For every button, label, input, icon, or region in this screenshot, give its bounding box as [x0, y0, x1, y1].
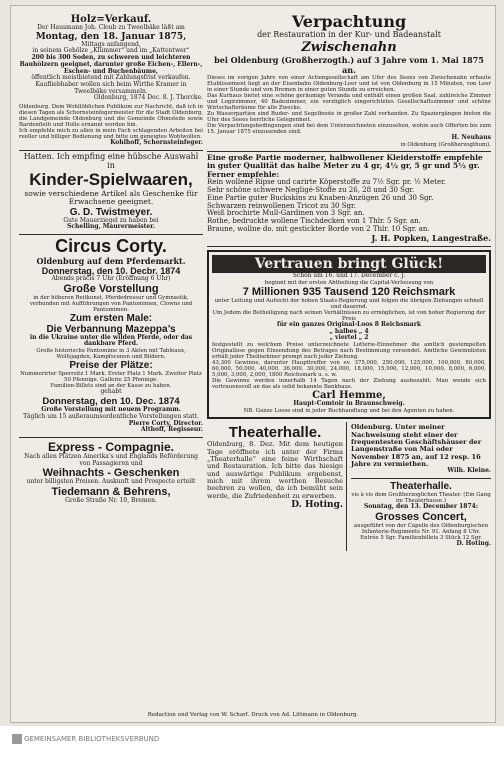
ad-text: Täglich um 15 außeraumsordentliche Vorstellungen statt. — [23, 412, 199, 420]
price-line: Rothe, bedruckte wollene Tischdecken von 1 Thlr. 5 Sgr. an. — [207, 217, 421, 226]
price-line: Weiß brochirte Mull-Gardinen von 3 Sgr. an. — [207, 209, 365, 218]
ad-text: NB. Ganze Loose sind in jeder Buchhandlung und bei den Agenten zu haben. — [243, 408, 455, 415]
ad-text: Dieses im vorigen Jahre von einer Actiengesellschaft am Ufer des Seees von Zwischenahn erbaute Etablissement liegt an der Eisenbahn Oldenburg-Leer und ist von Oldenburg in 15 Minuten, von Leer in einer Stunde und von Bremen in einer guten Stunde zu erreichen. — [207, 74, 491, 93]
newspaper-page — [10, 5, 496, 723]
ad-heading: Große Vorstellung — [63, 282, 159, 295]
ad-text: Zu Wasserpartien sind Ruder- und Segelboote in großer Zahl vorhanden. Zu Spaziergängen bieten die Ufer des Seees herrliche Gelegenheit. — [207, 111, 491, 124]
ad-signature: Kohlhoff, Schornsteinfeger. — [110, 139, 203, 147]
ad-text: Schelling, Maurermeister. — [67, 223, 155, 231]
ad-heading: Preise der Plätze: — [69, 360, 153, 372]
ad-date: Donnerstag, den 10. Dec. 1874 — [42, 396, 180, 408]
ad-text: unter Leitung und Aufsicht der hohen Staats-Regierung und folgen die übrigen Ziehungen schnell und dauernd. — [214, 297, 484, 310]
price-line: für ein ganzes Original-Loos 8 Reichsmark — [276, 320, 422, 328]
ad-text: in der höheren Reitkunst, Pferdedressur und Gymnastik, verbunden mit Aufführungen von Pantomimen, Clowns und Pantomimen. — [29, 294, 193, 313]
ad-kinder-spielwaaren — [19, 151, 203, 235]
ad-verpachtung — [207, 12, 491, 152]
ad-date: Donnerstag, den 10. Decbr. 1874 — [41, 265, 181, 276]
ad-kleiderstoffe — [207, 152, 491, 247]
ad-text: Abends präcis 7 Uhr (Eröffnung 6 Uhr) — [51, 274, 171, 282]
ad-theaterhalle — [207, 422, 347, 551]
ad-text: gehabt — [100, 388, 122, 396]
logo-icon — [12, 734, 22, 744]
ad-text: Die Gewinne werden innerhalb 14 Tagen nach der Ziehung ausbezahlt. Man wende sich vertrauensvoll an das als solid bekannte Bankhaus. — [212, 378, 486, 391]
right-subcolumn — [351, 422, 491, 551]
price-line: Sehr schöne schwere Negligé-Stoffe zu 26, 28 und 30 Sgr. — [207, 185, 415, 194]
ad-title: Theaterhalle. — [390, 481, 452, 493]
ad-text: Oldenburg auf dem Pferdemarkt. — [36, 255, 186, 266]
ad-heading: Zum ersten Male: — [69, 312, 153, 324]
ad-text: Hatten. Ich empfing eine hübsche Auswahl in — [23, 152, 199, 171]
right-column — [207, 12, 491, 551]
ad-text: Familien-Billets sind an der Kasse zu haben. — [50, 383, 172, 390]
ad-date: Montag, den 18. Januar 1875, — [35, 31, 187, 42]
ad-signature: Carl Hemme, — [312, 390, 386, 402]
ad-text: Die Verpachtungsbedingungen sind bei dem Unterzeichneten einzusehen, wohin auch Offerten bis zum 15. Januar 1875 einzusenden sind. — [207, 123, 491, 136]
ad-signature: D. Hoting. — [291, 500, 343, 511]
ad-text: Große Straße Nr. 10, Bremen. — [65, 497, 157, 505]
price-line: Schwarzen reinwollenen Tricot zu 30 Sgr. — [207, 201, 356, 210]
left-column — [19, 12, 203, 508]
ad-text: Schon am 16. und 17. December c. J. — [292, 271, 406, 279]
ad-lottery — [207, 250, 491, 419]
ad-date: Sonntag, den 13. December 1874: — [363, 503, 479, 511]
ad-text: Nummerirter Sperrsitz 1 Mark. Erster Platz 1 Mark. Zweiter Platz 50 Pfennige. Gallerie 25 Pfennige. — [20, 371, 202, 384]
ad-title: Holz=Verkauf. — [70, 14, 152, 25]
ad-text: Ich empfehle mich zu allen in mein Fach schlagenden Arbeiten bei reeller und billiger Bedienung und bitte um geneigtes Wohlwollen. — [19, 128, 203, 141]
ad-heading: Weihnachts - Geschenken — [42, 467, 180, 480]
ad-text: vis à vis dem Großherzoglichen Theater. (Ein Gang im Theaterhause.) — [351, 492, 491, 505]
ad-title: Theaterhalle. — [228, 424, 322, 442]
ad-express-compagnie — [19, 438, 203, 508]
ad-text: Oldenburg. Dem Wohllöblichen Publikum zur Nachricht, daß ich in diesen Tagen als Schornsteinfegermeister für die Stadt Oldenburg, die Landgemeinde Oldenburg und die Gemeinde Ohmstede sowie Bardenfleth und Holle ernannt worden bin. — [19, 104, 203, 129]
ad-signature: Pierre Corty, Director. — [128, 419, 203, 427]
ad-text: Gute Mauerziegel zu haben bei — [63, 216, 159, 224]
ad-text: 200 bis 300 Soden, zu schweren und leichteren Bauhölzern geeignet, darunter große Eichen-, Ellern-, Eschen- und Buchenbäume, — [19, 54, 203, 75]
ad-title: Circus Corty. — [55, 236, 167, 256]
ad-vermiethen — [351, 422, 491, 479]
ad-text: Ferner empfehle: — [207, 169, 280, 179]
ad-heading: Zwischenahn — [301, 39, 397, 55]
ad-heading: Grosses Concert, — [375, 510, 467, 523]
price-line: „ halbes „ 4 — [329, 327, 369, 335]
ad-signature: H. Neuhaus — [451, 134, 491, 142]
ad-title: Kinder-Spielwaaren, — [29, 170, 193, 190]
ad-heading: Die Verbannung Mazeppa’s — [46, 323, 176, 335]
ad-title: Express - Compagnie. — [47, 440, 175, 455]
ad-concert — [351, 479, 491, 551]
ad-signature: G. D. Twistmeyer. — [69, 206, 153, 218]
ad-text: ausgeführt von der Capelle des Oldenburgischen Infanterie-Regiments Nr. 91. Anfang 8 Uhr. — [353, 522, 489, 535]
ad-title: Vertrauen bringt Glück! — [212, 255, 486, 273]
ad-signature: Oldenburg, 1874 Dec. 8. J. Thorcke. — [93, 94, 203, 102]
ad-text: Der Hausmann Joh. Cloub zu Tweelbäke läßt am — [37, 24, 185, 31]
ad-text: öffentlich meistbietend mit Zahlungsfrist verkaufen. — [31, 74, 191, 82]
ad-signature: Haupt-Comtoir in Braunschweig. — [293, 400, 405, 408]
ad-title: Verpachtung — [291, 12, 407, 31]
ad-text: Entrée 5 Sgr. Familienbillets 3 Stück 12 Sgr. — [360, 535, 482, 542]
ad-text: Große historische Pantomime in 3 Akten mit Tableaux, Wolfsjagden, Kampfscenen und Bildern. — [36, 348, 186, 361]
ad-circus-corty — [19, 235, 203, 438]
ad-text: Oldenburg. Unter meiner Nachweisung steht einer der frequentesten Geschäftshäuser der Langenstraße von Mai oder November 1875 an, auf 12 resp. 16 Jahre zu vermiethen. — [351, 423, 482, 469]
logo-text: GEMEINSAMER BIBLIOTHEKSVERBUND — [24, 735, 160, 743]
ad-signature: Tiedemann & Behrens, — [51, 486, 171, 499]
ad-text: 43,300 Gewinne, darunter Haupttreffer von ev. 375,000, 250,000, 125,000, 100,000, 80,000, 60,000, 50,000, 40,000, 36,000, 30,000, 24,000, 18,000, 15,000, 12,000, 10,000, 8,000, 6,000, 5,000, 3,000, 2,000, 1800 Reichsmark u. s. w. — [212, 360, 486, 379]
imprint: Redaction und Verlag von W. Scharf. Druck von Ad. Littmann in Oldenburg. — [147, 712, 359, 718]
ad-text: der Restauration in der Kur- und Badeanstalt — [257, 29, 441, 39]
ad-text: Nach allen Plätzen Amerika’s und Englands Beförderung von Passagieren und — [24, 453, 198, 467]
ad-text: Das Kurhaus bietet eine schöne geräumige Veranda und enthält einen großen Saal, zahlreiche Zimmer und Logirzimmer, 40 Badezimmer, ein vorzüglich eingerichtetes Gesellschaftszimmer und schöne Wirtschaftsräume für alle Zwecke. — [207, 92, 491, 111]
price-line: Braune, wollne do. mit gestickter Borde von 2 Thlr. 10 Sgr. an. — [207, 225, 430, 234]
price-line: Eine Partie guter Buckskins zu Knaben-Anzügen 26 und 30 Sgr. — [207, 193, 434, 202]
ad-heading: 7 Millionen 935 Tausend 120 Reichsmark — [242, 285, 456, 298]
ad-text: Eine große Partie moderner, halbwollener Kleiderstoffe empfehle in guter Qualität das halbe Meter zu 4 gr, 4½ gr, 5 gr und 5½ gr. — [207, 152, 483, 171]
ad-text: beginnt mit der ersten Abtheilung die Capital-Verloosung von — [264, 279, 434, 286]
price-line: „ viertel „ 2 — [329, 334, 369, 342]
ad-text: in seinem Gehölze „Klümmer“ und im „Kattentwer“ — [32, 47, 190, 55]
ad-text: festgestellt zu welchem Preise unterzeichnete Lotterie-Einnehmer die amtlich gestempelten Originallose gegen Einsendung des Betrages nach Bestimmung versendet. Amtliche Gewinnlisten erhält jeder Theilnehmer prompt nach jeder Ziehung. — [212, 342, 486, 361]
library-logo[interactable] — [12, 734, 159, 744]
ad-signature: in Oldenburg (Großherzogthum). — [400, 141, 491, 148]
ad-text: unter billigsten Preisen. Auskunft und Prospecte erteilt — [26, 478, 196, 486]
ad-text: Kaufliebhaber wollen sich beim Wirthe Kramer in Tweelbäke versammeln. — [35, 81, 187, 95]
ad-text: Um Jedem die Betheiligung nach seinen Verhältnissen zu ermöglichen, ist von hoher Regierung der Preis — [212, 309, 486, 322]
bottom-right-row — [207, 422, 491, 551]
ad-signature: J. H. Popken, Langestraße. — [371, 232, 491, 243]
ad-signature: Wilh. Kleine. — [447, 467, 491, 475]
ad-text: sowie verschiedene Artikel als Geschenke für Erwachsene geeignet. — [24, 188, 198, 207]
ad-holz-verkauf — [19, 12, 203, 151]
ad-text: Große Vorstellung mit neuem Programm. — [41, 406, 181, 414]
ad-text: bei Oldenburg (Großherzogth.) auf 3 Jahre vom 1. Mai 1875 an. — [214, 54, 484, 75]
ad-text: Oldenburg, 8. Dez. Mit dem heutigen Tage eröffnete ich unter der Firma „Theaterhalle“ eine feine Wirthschaft und Restauration. Ich bitte das hiesige und auswärtige Publikum ergebenst, mich mit ihrem werthen Besuche beehren zu wollen, da ich bemüht sein werde, die Zufriedenheit zu erwerben. — [207, 440, 343, 500]
ad-text: in die Ukraine unter die wilden Pferde, oder das dankbare Pferd. — [29, 333, 193, 348]
price-line: Rein wollene Ripse und carirte Köperstoffe zu 7½ Sgr. pr. ½ Meter. — [207, 178, 446, 187]
ad-signature: Althoff, Regisseur. — [140, 426, 203, 434]
ad-signature: D. Hoting. — [456, 540, 491, 548]
ad-text: Mittags anfangend, — [81, 40, 141, 48]
